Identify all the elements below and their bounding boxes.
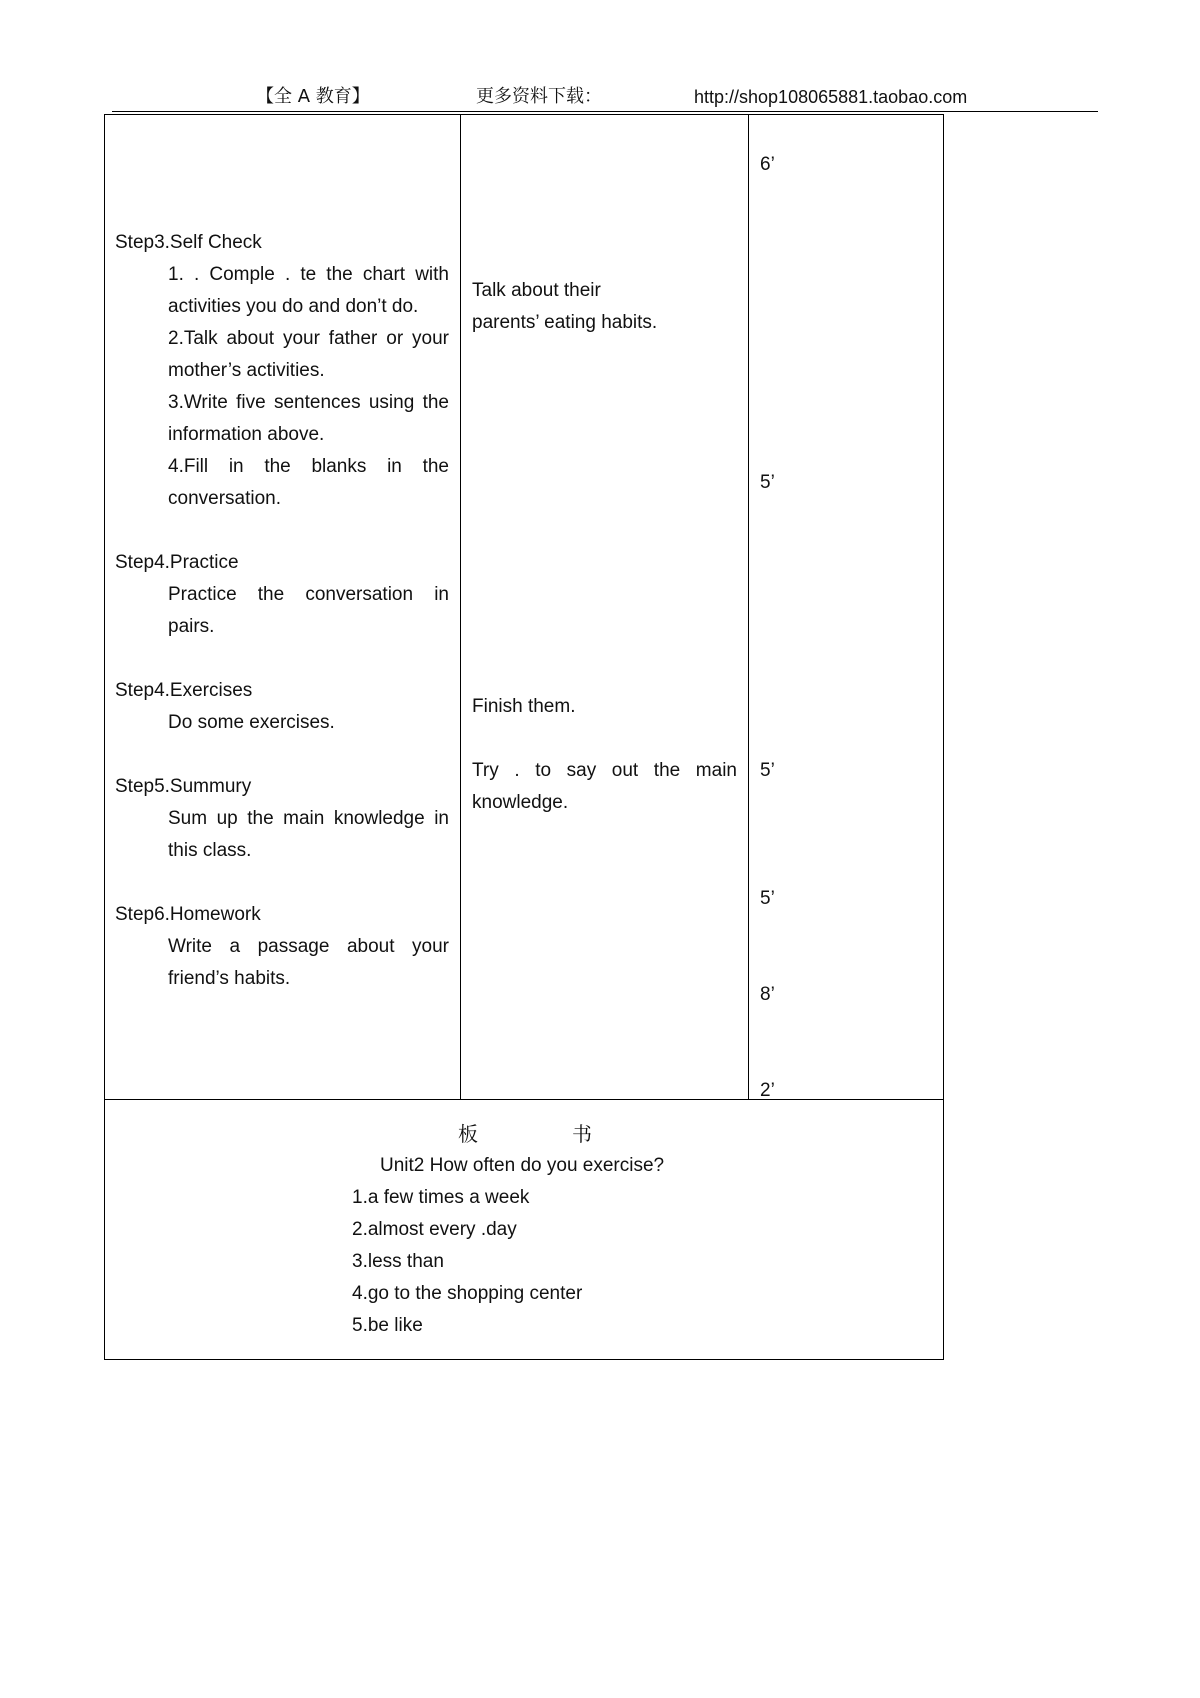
step3-item2-line2: mother’s activities. xyxy=(168,360,325,381)
time-label: 5’ xyxy=(760,888,775,909)
board-item: 3.less than xyxy=(352,1251,444,1272)
step4-practice-title: Step4.Practice xyxy=(115,552,239,573)
board-item: 2.almost every .day xyxy=(352,1219,517,1240)
time-label: 2’ xyxy=(760,1080,775,1101)
step4-practice-line2: pairs. xyxy=(168,616,215,637)
column-divider-1 xyxy=(460,114,461,1099)
step3-item2-line1: 2.Talk about your father or your xyxy=(168,328,449,349)
step5-line2: this class. xyxy=(168,840,252,861)
board-item: 4.go to the shopping center xyxy=(352,1283,583,1304)
board-divider xyxy=(104,1099,944,1100)
step4-practice-line1: Practice the conversation in xyxy=(168,584,449,605)
step5-line1: Sum up the main knowledge in xyxy=(168,808,449,829)
page-header xyxy=(0,84,1200,110)
step4-exercises-title: Step4.Exercises xyxy=(115,680,253,701)
step3-item1-line2: activities you do and don’t do. xyxy=(168,296,419,317)
header-brand: 【全 A 教育】 xyxy=(256,86,370,107)
step4-exercises-line1: Do some exercises. xyxy=(168,712,335,733)
activity-talk-line1: Talk about their xyxy=(472,280,601,301)
step3-item1-line1: 1. . Comple . te the chart with xyxy=(168,264,449,285)
step5-title: Step5.Summury xyxy=(115,776,252,797)
time-label: 8’ xyxy=(760,984,775,1005)
board-heading xyxy=(0,1118,1050,1150)
board-item: 5.be like xyxy=(352,1315,423,1336)
activity-talk-line2: parents’ eating habits. xyxy=(472,312,658,333)
column-divider-2 xyxy=(748,114,749,1099)
header-url-link[interactable]: http://shop108065881.taobao.com xyxy=(694,87,968,107)
board-label-b: 书 xyxy=(572,1122,592,1146)
step3-title: Step3.Self Check xyxy=(115,232,262,253)
board-item: 1.a few times a week xyxy=(352,1187,530,1208)
step6-title: Step6.Homework xyxy=(115,904,261,925)
time-label: 5’ xyxy=(760,472,775,493)
step3-item4-line2: conversation. xyxy=(168,488,282,509)
step6-line1: Write a passage about your xyxy=(168,936,449,957)
activity-finish: Finish them. xyxy=(472,696,576,717)
time-label: 6’ xyxy=(760,154,775,175)
step6-line2: friend’s habits. xyxy=(168,968,291,989)
header-rule xyxy=(112,111,1098,112)
header-more-download: 更多资料下载： xyxy=(476,86,602,107)
board-title: Unit2 How often do you exercise? xyxy=(380,1155,665,1176)
step3-item3-line1: 3.Write five sentences using the xyxy=(168,392,449,413)
time-label: 5’ xyxy=(760,760,775,781)
board-label-a: 板 xyxy=(458,1122,478,1146)
activity-try-line2: knowledge. xyxy=(472,792,569,813)
activity-try-line1: Try . to say out the main xyxy=(472,760,737,781)
step3-item4-line1: 4.Fill in the blanks in the xyxy=(168,456,449,477)
step3-item3-line2: information above. xyxy=(168,424,325,445)
